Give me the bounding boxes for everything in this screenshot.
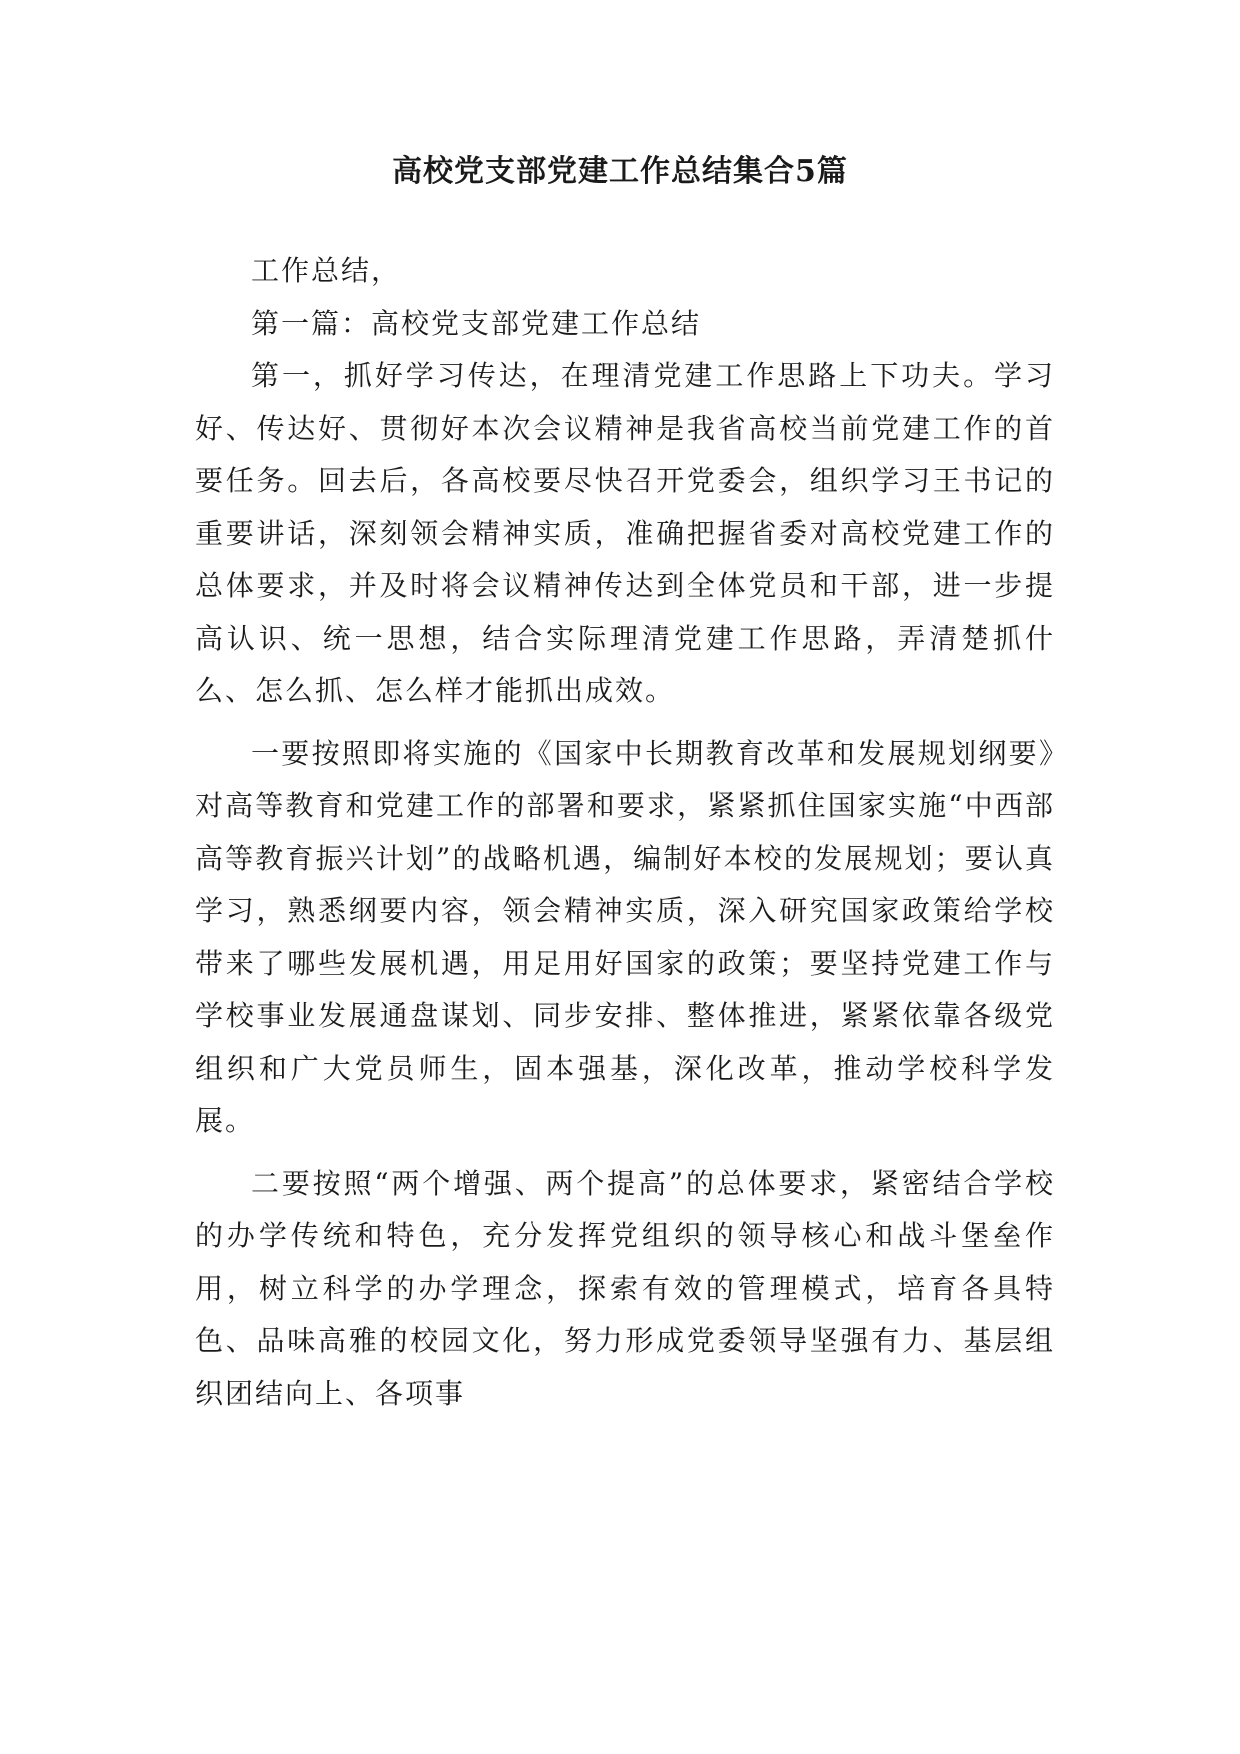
paragraph-intro: 工作总结， — [251, 254, 402, 287]
document-title: 高校党支部党建工作总结集合5篇 — [392, 154, 848, 189]
paragraph-section-heading: 第一篇：高校党支部党建工作总结 — [251, 306, 702, 340]
paragraph-2: 一要按照即将实施的《国家中长期教育改革和发展规划纲要》对高等教育和党建工作的部署和要求，紧紧抓住国家实施“中西部高等教育振兴计划”的战略机遇，编制好本校的发展规划；要认真学习，熟悉纲要内容，领会精神实质，深入研究国家政策给学校带来了哪些发展机遇，用足用好国家的政策；要坚持党建工作与学校事业发展通盘谋划、同步安排、整体推进，紧紧依靠各级党组织和广大党员师生，固本强基，深化改革，推动学校科学发展。 — [195, 736, 1055, 1137]
paragraph-3: 二要按照“两个增强、两个提高”的总体要求，紧密结合学校的办学传统和特色，充分发挥党组织的领导核心和战斗堡垒作用，树立科学的办学理念，探索有效的管理模式，培育各具特色、品味高雅的校园文化，努力形成党委领导坚强有力、基层组织团结向上、各项事 — [195, 1166, 1055, 1410]
document-body — [195, 245, 1055, 1420]
paragraph-1: 第一，抓好学习传达，在理清党建工作思路上下功夫。学习好、传达好、贯彻好本次会议精神是我省高校当前党建工作的首要任务。回去后，各高校要尽快召开党委会，组织学习王书记的重要讲话，深刻领会精神实质，准确把握省委对高校党建工作的总体要求，并及时将会议精神传达到全体党员和干部，进一步提高认识、统一思想，结合实际理清党建工作思路，弄清楚抓什么、怎么抓、怎么样才能抓出成效。 — [195, 359, 1055, 707]
